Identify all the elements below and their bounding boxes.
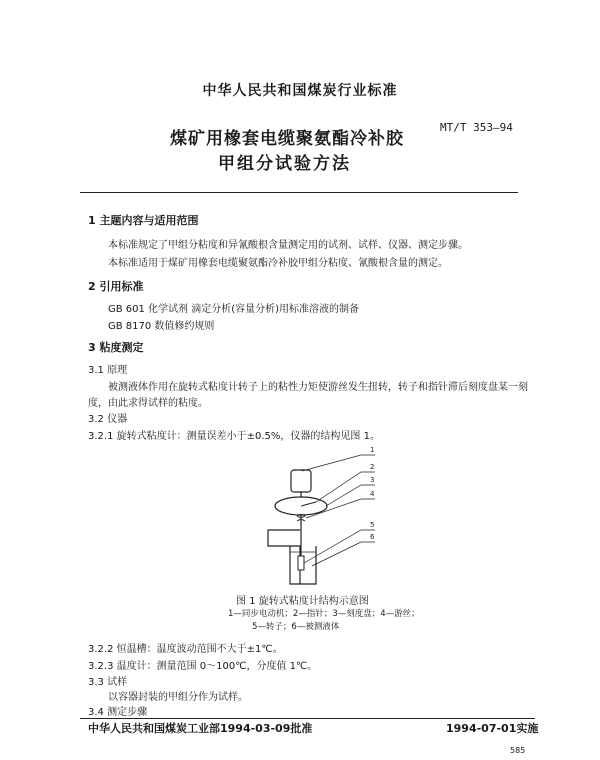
reference-gb601: GB 601 化学试剂 滴定分析(容量分析)用标准溶液的制备 bbox=[108, 304, 360, 315]
callout-4: 4 bbox=[370, 490, 375, 498]
document-title-line2: 甲组分试验方法 bbox=[218, 154, 351, 174]
section-3-4-heading: 3.4 测定步骤 bbox=[88, 707, 148, 718]
section-3-3-heading: 3.3 试样 bbox=[88, 677, 128, 688]
reference-gb8170: GB 8170 数值修约规则 bbox=[108, 321, 215, 332]
document-title-line1: 煤矿用橡套电缆聚氨酯冷补胶 bbox=[170, 129, 404, 149]
standard-number: MT/T 353—94 bbox=[440, 121, 513, 134]
section-3-heading: 3 粘度测定 bbox=[88, 341, 144, 354]
section-2-heading: 2 引用标准 bbox=[88, 280, 144, 293]
approval-date: 中华人民共和国煤炭工业部1994-03-09批准 bbox=[88, 722, 313, 735]
section-1-paragraph-2: 本标准适用于煤矿用橡套电缆聚氨酯冷补胶甲组分粘度、氰酸根含量的测定。 bbox=[108, 258, 448, 269]
section-3-1-text-line1: 被测液体作用在旋转式粘度计转子上的粘性力矩使游丝发生扭转，转子和指针滞后刻度盘某一刻 bbox=[108, 382, 528, 393]
section-3-3-text: 以容器封装的甲组分作为试样。 bbox=[108, 692, 248, 703]
section-3-1-text-line2: 度，由此求得试样的粘度。 bbox=[88, 398, 208, 409]
synchronous-motor bbox=[291, 470, 311, 492]
viscometer-diagram bbox=[250, 438, 390, 586]
viscometer-stand bbox=[268, 530, 300, 584]
callout-6: 6 bbox=[370, 533, 375, 541]
header-divider bbox=[80, 192, 518, 193]
figure-caption: 图 1 旋转式粘度计结构示意图 bbox=[236, 596, 369, 607]
standard-body-heading: 中华人民共和国煤炭行业标准 bbox=[202, 83, 398, 99]
callout-1: 1 bbox=[370, 446, 375, 454]
figure-legend-line1: 1—同步电动机；2—指针；3—刻度盘；4—游丝； bbox=[228, 609, 420, 619]
implementation-date: 1994-07-01实施 bbox=[446, 722, 539, 735]
section-1-paragraph-1: 本标准规定了甲组分粘度和异氰酸根含量测定用的试剂、试样、仪器、测定步骤。 bbox=[108, 240, 468, 251]
callout-2: 2 bbox=[370, 463, 375, 471]
footer-divider bbox=[80, 718, 535, 719]
callout-5: 5 bbox=[370, 521, 375, 529]
callout-3: 3 bbox=[370, 476, 375, 484]
section-3-2-3: 3.2.3 温度计：测量范围 0～100℃，分度值 1℃。 bbox=[88, 661, 318, 672]
page-number: 585 bbox=[510, 746, 526, 755]
section-3-2-1: 3.2.1 旋转式粘度计：测量误差小于±0.5%，仪器的结构见图 1。 bbox=[88, 431, 380, 442]
section-3-2-heading: 3.2 仪器 bbox=[88, 414, 128, 425]
section-3-2-2: 3.2.2 恒温槽：温度波动范围不大于±1℃。 bbox=[88, 644, 283, 655]
section-1-heading: 1 主题内容与适用范围 bbox=[88, 214, 199, 227]
section-3-1-heading: 3.1 原理 bbox=[88, 365, 128, 376]
figure-legend-line2: 5—转子；6—被测液体 bbox=[252, 622, 340, 632]
rotor bbox=[298, 556, 304, 570]
